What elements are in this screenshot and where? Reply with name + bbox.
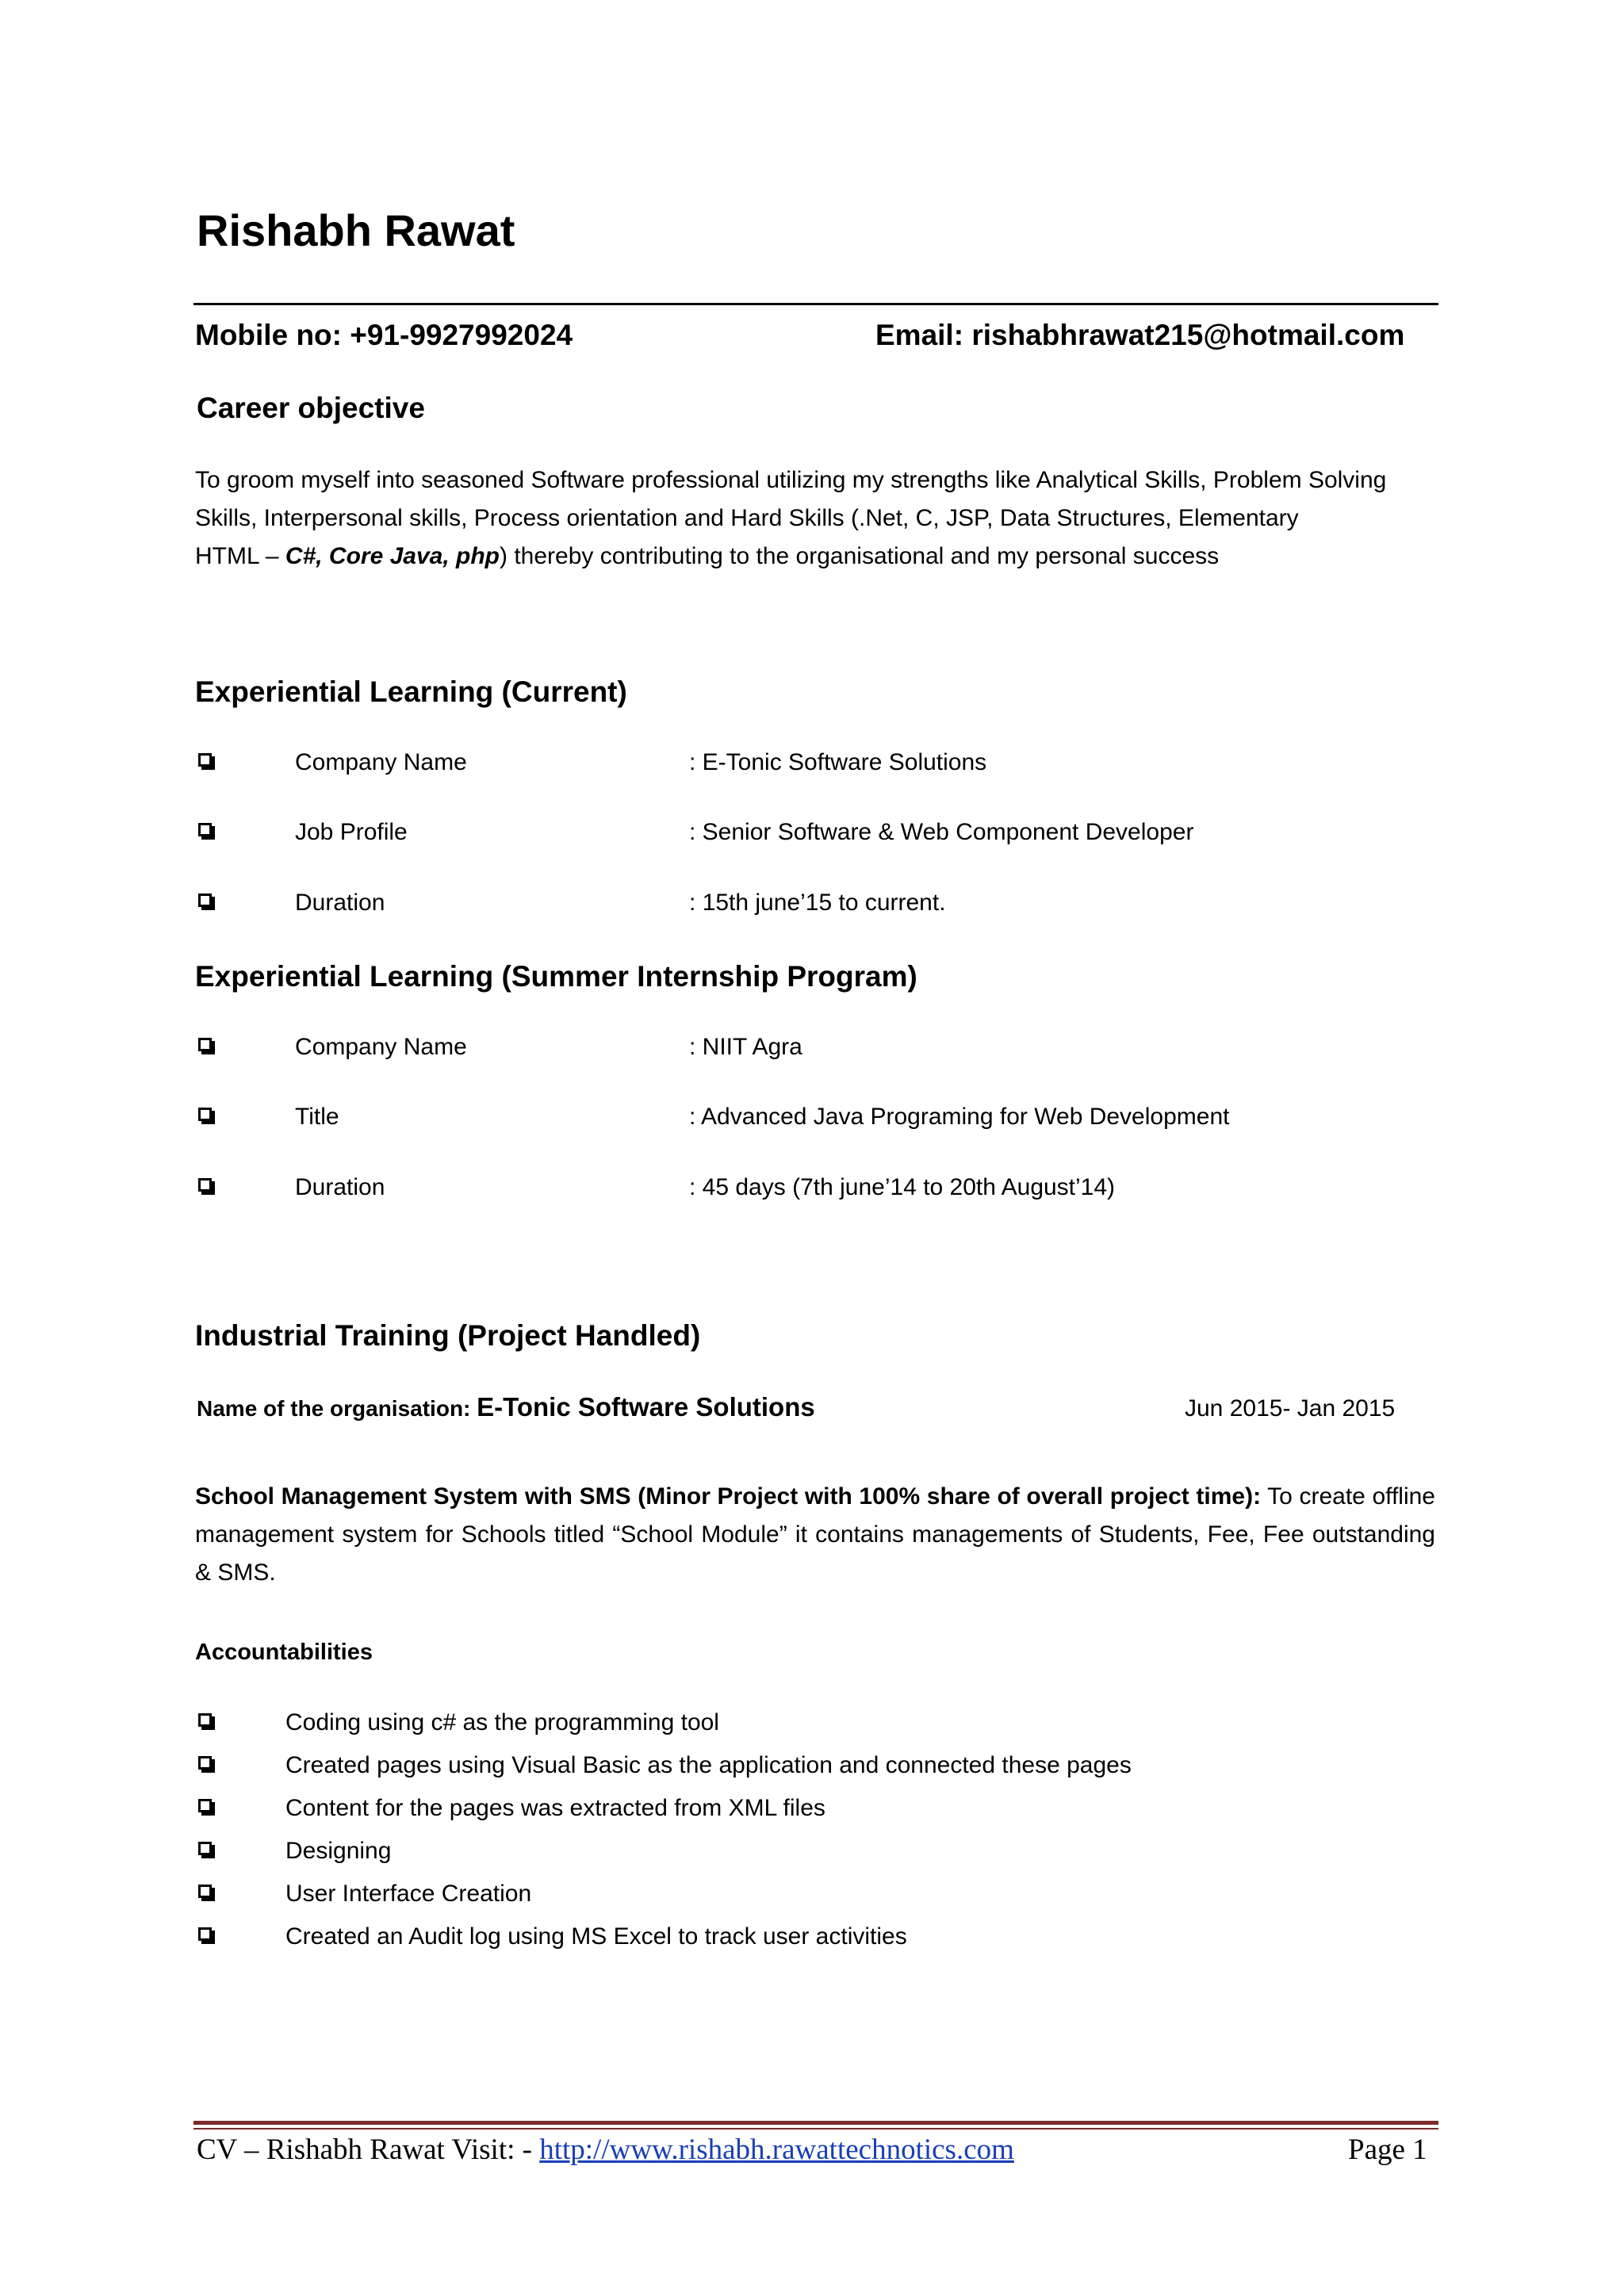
internship-heading: Experiential Learning (Summer Internship Program) <box>195 960 917 993</box>
current-row-label: Duration <box>295 890 385 916</box>
footer-prefix: CV – Rishabh Rawat Visit: - <box>197 2133 540 2166</box>
internship-row-value: : 45 days (7th june’14 to 20th August’14) <box>689 1174 1116 1200</box>
industrial-training-heading: Industrial Training (Project Handled) <box>195 1319 701 1352</box>
internship-row-value: : NIIT Agra <box>689 1034 802 1060</box>
checkbox-bullet-icon <box>198 823 212 836</box>
organisation-name: E-Tonic Software Solutions <box>477 1392 815 1422</box>
email-address: Email: rishabhrawat215@hotmail.com <box>875 319 1405 351</box>
career-line-1: To groom myself into seasoned Software professional utilizing my strengths like Analytical Skills, Problem Solving <box>195 467 1387 493</box>
accountability-item: Created pages using Visual Basic as the application and connected these pages <box>285 1752 1132 1778</box>
mobile-number: Mobile no: +91-9927992024 <box>195 319 573 351</box>
career-line-3-emphasis: C#, Core Java, php <box>285 543 500 569</box>
career-objective-heading: Career objective <box>197 392 425 424</box>
header-divider <box>193 303 1438 305</box>
checkbox-bullet-icon <box>198 1799 212 1812</box>
internship-row-label: Duration <box>295 1174 385 1200</box>
footer-divider-thick <box>193 2121 1438 2125</box>
current-row-label: Company Name <box>295 749 467 775</box>
current-row-value: : E-Tonic Software Solutions <box>689 749 987 775</box>
checkbox-bullet-icon <box>198 753 212 767</box>
candidate-name: Rishabh Rawat <box>197 205 515 255</box>
current-row-value: : Senior Software & Web Component Developer <box>689 819 1194 845</box>
accountability-item: Content for the pages was extracted from XML files <box>285 1795 825 1821</box>
current-row-label: Job Profile <box>295 819 408 845</box>
career-line-3-suffix: ) thereby contributing to the organisational and my personal success <box>500 543 1220 569</box>
checkbox-bullet-icon <box>198 1842 212 1855</box>
current-row-value: : 15th june’15 to current. <box>689 890 946 916</box>
accountability-item: Created an Audit log using MS Excel to track user activities <box>285 1923 907 1950</box>
checkbox-bullet-icon <box>198 1038 212 1051</box>
checkbox-bullet-icon <box>198 1108 212 1121</box>
checkbox-bullet-icon <box>198 1178 212 1192</box>
career-line-3-prefix: HTML – <box>195 543 285 569</box>
footer-divider-thin <box>193 2128 1438 2130</box>
current-experience-heading: Experiential Learning (Current) <box>195 675 627 708</box>
project-description <box>195 1478 1435 1592</box>
checkbox-bullet-icon <box>198 1885 212 1898</box>
internship-row-label: Company Name <box>295 1034 467 1060</box>
project-title: School Management System with SMS (Minor Project with 100% share of overall project time): <box>195 1483 1262 1510</box>
checkbox-bullet-icon <box>198 1713 212 1727</box>
career-line-3 <box>195 538 1219 576</box>
training-period: Jun 2015- Jan 2015 <box>1185 1395 1396 1422</box>
accountabilities-heading: Accountabilities <box>195 1640 373 1665</box>
footer-left <box>197 2133 1014 2167</box>
page-number: Page 1 <box>1348 2133 1427 2166</box>
accountability-item: User Interface Creation <box>285 1881 532 1907</box>
accountability-item: Designing <box>285 1838 392 1864</box>
checkbox-bullet-icon <box>198 1756 212 1770</box>
project-desc: To create offline management system for Schools titled “School Module” it contains managements of Students, Fee, Fee outstanding & SMS. <box>195 1483 1435 1586</box>
organisation-line <box>197 1392 815 1422</box>
organisation-label: Name of the organisation: <box>197 1396 477 1421</box>
internship-row-label: Title <box>295 1104 339 1130</box>
internship-row-value: : Advanced Java Programing for Web Development <box>689 1104 1230 1130</box>
checkbox-bullet-icon <box>198 894 212 907</box>
accountability-item: Coding using c# as the programming tool <box>285 1709 719 1735</box>
website-link[interactable]: http://www.rishabh.rawattechnotics.com <box>539 2133 1014 2166</box>
checkbox-bullet-icon <box>198 1927 212 1941</box>
career-line-2: Skills, Interpersonal skills, Process orientation and Hard Skills (.Net, C, JSP, Data Structures, Elementary <box>195 505 1299 531</box>
